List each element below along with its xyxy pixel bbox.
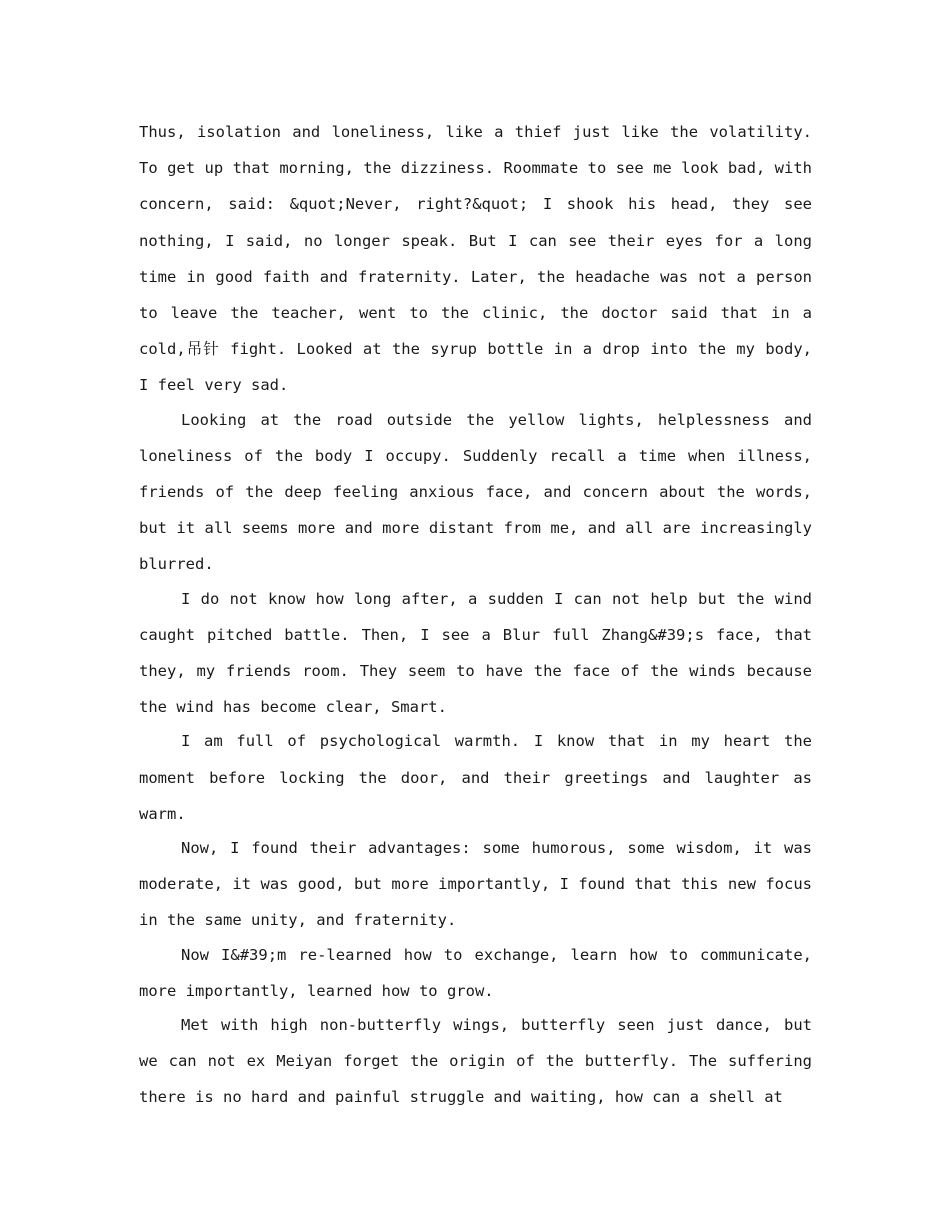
paragraph-2: Looking at the road outside the yellow lights, helplessness and loneliness of the body I occupy. Suddenly recall a time when illness, friends of the deep feeling anxious face, and concern about the words, but it all seems more and more distant from me, and all are increasingly blurred. <box>139 410 812 574</box>
paragraph-3: I do not know how long after, a sudden I can not help but the wind caught pitched battle. Then, I see a Blur full Zhang&#39;s face, that they, my friends room. They seem to have the face of the winds because the wind has become clear, Smart. <box>139 589 812 717</box>
paragraph-6: Now I&#39;m re-learned how to exchange, learn how to communicate, more importantly, learned how to grow. <box>139 945 812 1000</box>
paragraph-5: Now, I found their advantages: some humorous, some wisdom, it was moderate, it was good, but more importantly, I found that this new focus in the same unity, and fraternity. <box>139 839 812 930</box>
body-text <box>139 114 812 1116</box>
paragraph-7: Met with high non-butterfly wings, butterfly seen just dance, but we can not ex Meiyan forget the origin of the butterfly. The suffering there is no hard and painful struggle and waiting, how can a shell at <box>139 1016 812 1107</box>
paragraph-4: I am full of psychological warmth. I know that in my heart the moment before locking the door, and their greetings and laughter as warm. <box>139 732 812 823</box>
paragraph-1: Thus, isolation and loneliness, like a thief just like the volatility. To get up that morning, the dizziness. Roommate to see me look bad, with concern, said: &quot;Never, right?&quot; I shook his head, they see nothing, I said, no longer speak. But I can see their eyes for a long time in good faith and fraternity. Later, the headache was not a person to leave the teacher, went to the clinic, the doctor said that in a cold,吊针 fight. Looked at the syrup bottle in a drop into the my body, I feel very sad. <box>139 123 812 395</box>
